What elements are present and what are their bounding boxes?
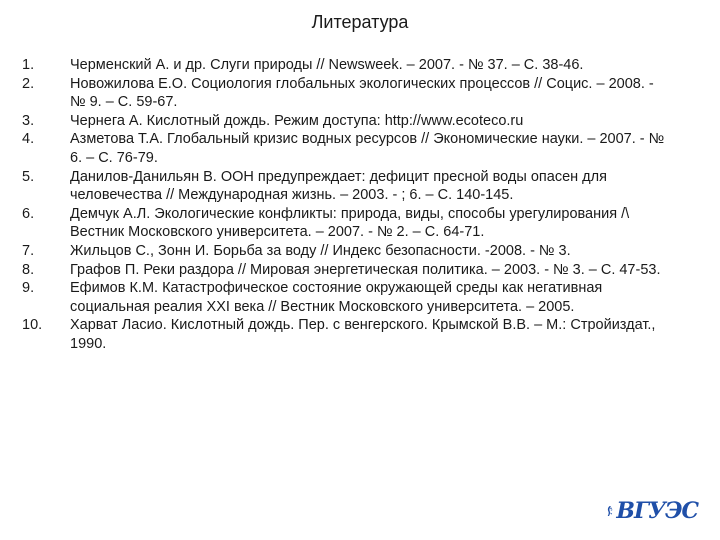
reference-number: 1. — [22, 57, 35, 73]
reference-text: Демчук А.Л. Экологические конфликты: природа, виды, способы урегулирования /\ Вестник Московского университета. – 2007. - № 2. – С. 64-71. — [70, 205, 630, 241]
reference-number: 3. — [22, 112, 35, 129]
emblem-icon — [606, 494, 613, 528]
reference-text: Чернега А. Кислотный дождь. Режим доступа: http://www.ecoteco.ru — [70, 112, 524, 129]
reference-text: Харват Ласио. Кислотный дождь. Пер. с венгерского. Крымской В.В. – М.: Стройиздат., 1990. — [70, 317, 656, 352]
reference-text: Черменский А. и др. Слуги природы // Newsweek. – 2007. - № 37. – С. 38-46. — [70, 57, 584, 73]
university-logo — [606, 492, 698, 530]
list-item — [22, 205, 672, 242]
logo-text: ВГУЭС — [616, 498, 698, 524]
reference-list — [22, 56, 672, 354]
page-title: Литература — [311, 12, 409, 32]
reference-number: 10. — [22, 317, 43, 334]
reference-text: Ефимов К.М. Катастрофическое состояние окружающей среды как негативная социальная реалия XXI века // Вестник Московского университета. – 2005. — [70, 280, 603, 315]
list-item — [22, 130, 672, 167]
list-item — [22, 261, 672, 280]
list-item — [22, 168, 672, 205]
reference-number: 4. — [22, 131, 35, 148]
reference-text: Жильцов С., Зонн И. Борьба за воду // Индекс безопасности. -2008. - № 3. — [70, 242, 571, 259]
list-item — [22, 56, 672, 75]
reference-text: Новожилова Е.О. Социология глобальных экологических процессов // Социс. – 2008. - № 9. – С. 59-67. — [70, 75, 654, 111]
reference-number: 8. — [22, 261, 35, 278]
reference-text: Азметова Т.А. Глобальный кризис водных ресурсов // Экономические науки. – 2007. - № 6. – С. 76-79. — [70, 131, 665, 166]
reference-number: 9. — [22, 280, 35, 297]
list-item — [22, 75, 672, 112]
list-item — [22, 279, 672, 316]
reference-number: 7. — [22, 242, 35, 259]
reference-number: 5. — [22, 168, 35, 185]
list-item — [22, 316, 672, 353]
list-item — [22, 242, 672, 261]
reference-number: 2. — [22, 75, 35, 92]
reference-number: 6. — [22, 205, 35, 222]
reference-text: Данилов-Данильян В. ООН предупреждает: дефицит пресной воды опасен для человечества // Международная жизнь. – 2003. - ; 6. – С. 140-145. — [70, 168, 607, 204]
list-item — [22, 112, 672, 131]
reference-text: Графов П. Реки раздора // Мировая энергетическая политика. – 2003. - № 3. – С. 47-53. — [70, 261, 661, 278]
